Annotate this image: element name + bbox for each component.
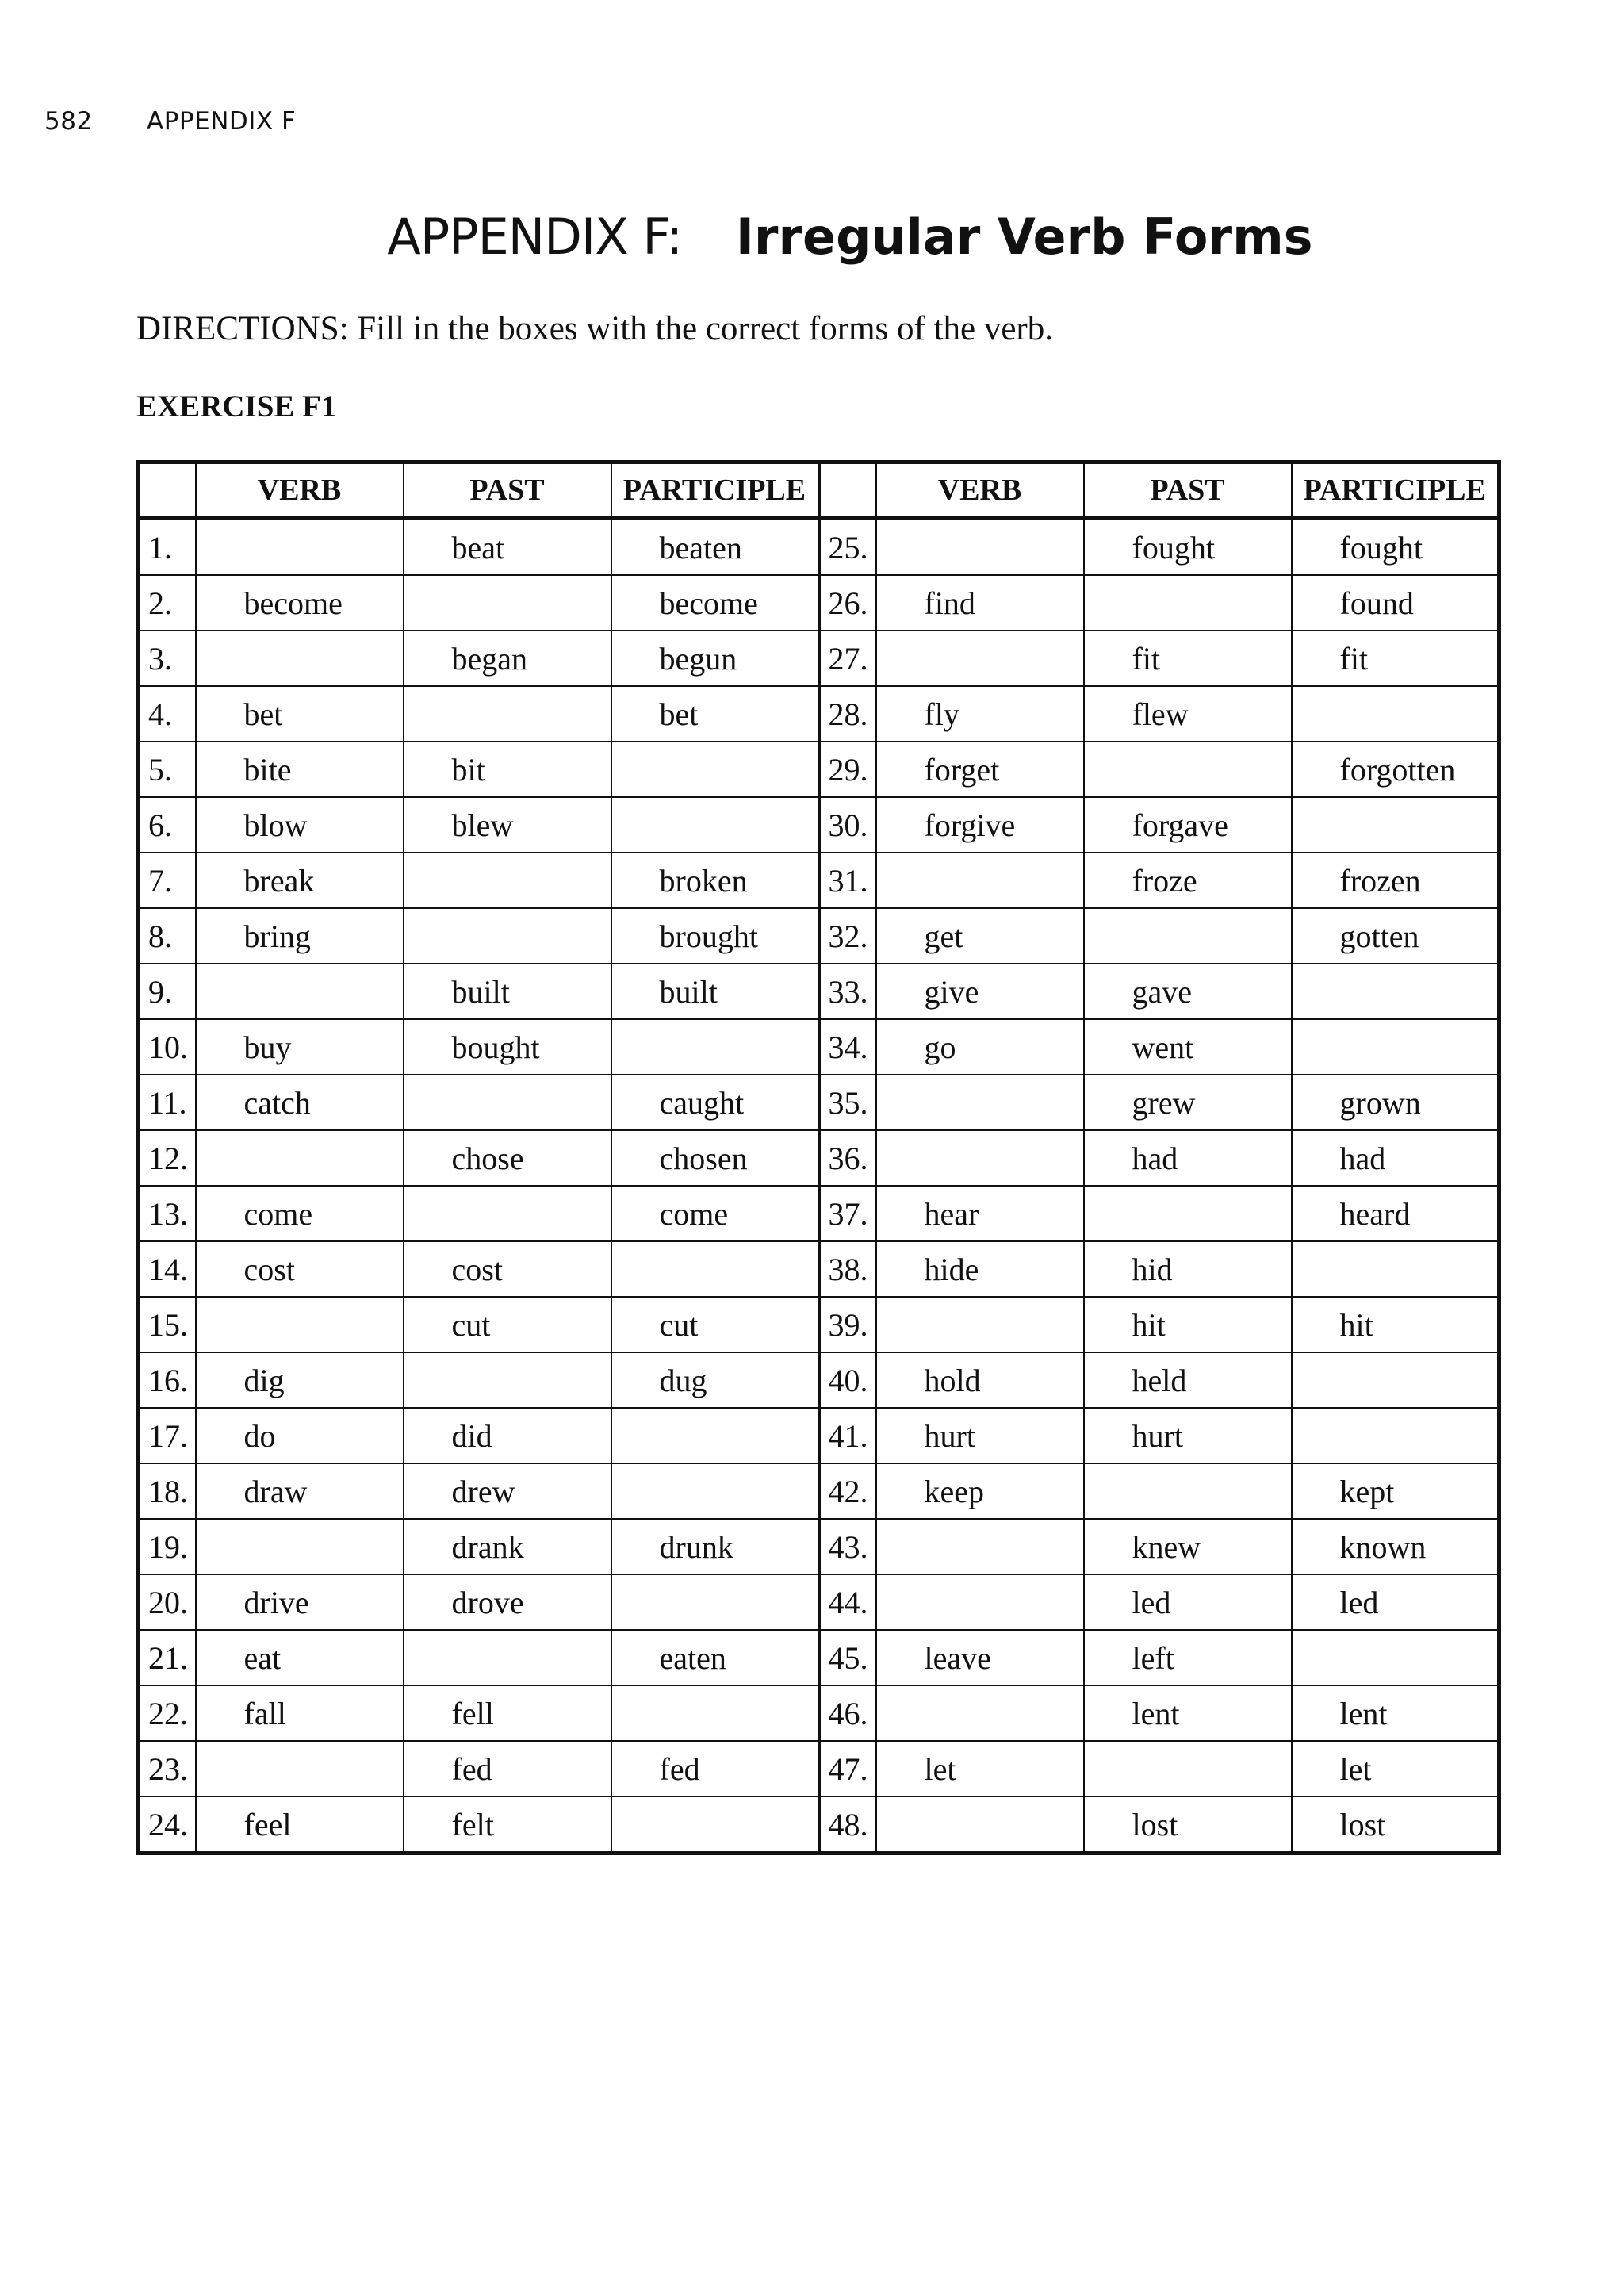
- table-row: [139, 686, 1500, 742]
- verb-cell-right: fly: [876, 686, 1084, 742]
- item-number-left: 7.: [139, 853, 196, 908]
- verb-cell-right: hide: [876, 1241, 1084, 1297]
- participle-cell-right: led: [1292, 1574, 1500, 1630]
- participle-cell-left: come: [611, 1186, 819, 1241]
- participle-cell-left[interactable]: [611, 1408, 819, 1463]
- verb-cell-right[interactable]: [876, 519, 1084, 576]
- item-number-right: 40.: [819, 1352, 876, 1408]
- participle-cell-left: fed: [611, 1741, 819, 1796]
- item-number-right: 27.: [819, 631, 876, 686]
- verb-cell-left: bite: [196, 742, 404, 797]
- verb-cell-left[interactable]: [196, 631, 404, 686]
- past-cell-left[interactable]: [404, 686, 611, 742]
- item-number-left: 6.: [139, 797, 196, 853]
- participle-cell-left: caught: [611, 1075, 819, 1130]
- item-number-right: 25.: [819, 519, 876, 576]
- verb-cell-left[interactable]: [196, 1741, 404, 1796]
- verb-cell-right: find: [876, 575, 1084, 631]
- item-number-right: 26.: [819, 575, 876, 631]
- table-row: [139, 797, 1500, 853]
- past-cell-left: drove: [404, 1574, 611, 1630]
- past-cell-right: grew: [1084, 1075, 1292, 1130]
- past-cell-left[interactable]: [404, 1186, 611, 1241]
- participle-cell-left: built: [611, 964, 819, 1019]
- header-verb-right: VERB: [876, 462, 1084, 519]
- verb-cell-right: give: [876, 964, 1084, 1019]
- participle-cell-right: forgotten: [1292, 742, 1500, 797]
- participle-cell-left: beaten: [611, 519, 819, 576]
- past-cell-left: cost: [404, 1241, 611, 1297]
- title-main: Irregular Verb Forms: [735, 208, 1313, 266]
- past-cell-left: drank: [404, 1519, 611, 1574]
- past-cell-right: lost: [1084, 1796, 1292, 1854]
- verb-cell-left: dig: [196, 1352, 404, 1408]
- participle-cell-right[interactable]: [1292, 1352, 1500, 1408]
- item-number-right: 39.: [819, 1297, 876, 1352]
- verb-cell-left: cost: [196, 1241, 404, 1297]
- directions-text: DIRECTIONS: Fill in the boxes with the correct forms of the verb.: [136, 310, 1054, 347]
- past-cell-left: began: [404, 631, 611, 686]
- verb-cell-right[interactable]: [876, 1130, 1084, 1186]
- table-row: [139, 1075, 1500, 1130]
- item-number-right: 28.: [819, 686, 876, 742]
- past-cell-left: cut: [404, 1297, 611, 1352]
- item-number-left: 3.: [139, 631, 196, 686]
- participle-cell-left[interactable]: [611, 1796, 819, 1854]
- past-cell-left[interactable]: [404, 1075, 611, 1130]
- verb-cell-right[interactable]: [876, 1075, 1084, 1130]
- past-cell-right: hid: [1084, 1241, 1292, 1297]
- header-number-right: [819, 462, 876, 519]
- table-row: [139, 575, 1500, 631]
- page-title: [0, 208, 1624, 266]
- item-number-left: 17.: [139, 1408, 196, 1463]
- past-cell-right[interactable]: [1084, 1186, 1292, 1241]
- participle-cell-left: broken: [611, 853, 819, 908]
- past-cell-right: fit: [1084, 631, 1292, 686]
- verb-cell-right: forget: [876, 742, 1084, 797]
- item-number-left: 9.: [139, 964, 196, 1019]
- table-row: [139, 1630, 1500, 1685]
- verb-cell-left: bet: [196, 686, 404, 742]
- verb-cell-left: break: [196, 853, 404, 908]
- table-row: [139, 1019, 1500, 1075]
- item-number-left: 1.: [139, 519, 196, 576]
- item-number-right: 45.: [819, 1630, 876, 1685]
- participle-cell-left[interactable]: [611, 1241, 819, 1297]
- table-row: [139, 908, 1500, 964]
- table-row: [139, 1574, 1500, 1630]
- verb-cell-right[interactable]: [876, 631, 1084, 686]
- table-header-row: [139, 462, 1500, 519]
- table-row: [139, 631, 1500, 686]
- item-number-left: 18.: [139, 1463, 196, 1519]
- verb-cell-right: keep: [876, 1463, 1084, 1519]
- verb-cell-left[interactable]: [196, 964, 404, 1019]
- item-number-left: 10.: [139, 1019, 196, 1075]
- participle-cell-right[interactable]: [1292, 797, 1500, 853]
- page-number: 582: [44, 107, 93, 136]
- item-number-left: 14.: [139, 1241, 196, 1297]
- past-cell-right: hit: [1084, 1297, 1292, 1352]
- header-verb-left: VERB: [196, 462, 404, 519]
- past-cell-right[interactable]: [1084, 1741, 1292, 1796]
- past-cell-left: built: [404, 964, 611, 1019]
- participle-cell-right: had: [1292, 1130, 1500, 1186]
- item-number-right: 33.: [819, 964, 876, 1019]
- participle-cell-right: frozen: [1292, 853, 1500, 908]
- past-cell-left: fell: [404, 1685, 611, 1741]
- verb-cell-right[interactable]: [876, 1685, 1084, 1741]
- verb-cell-left[interactable]: [196, 1297, 404, 1352]
- past-cell-right: held: [1084, 1352, 1292, 1408]
- verb-cell-left: buy: [196, 1019, 404, 1075]
- item-number-right: 46.: [819, 1685, 876, 1741]
- past-cell-left: felt: [404, 1796, 611, 1854]
- participle-cell-right: heard: [1292, 1186, 1500, 1241]
- verb-cell-left: come: [196, 1186, 404, 1241]
- participle-cell-left: cut: [611, 1297, 819, 1352]
- header-past-left: PAST: [404, 462, 611, 519]
- participle-cell-left: become: [611, 575, 819, 631]
- verb-cell-left: eat: [196, 1630, 404, 1685]
- running-head-section: APPENDIX F: [147, 107, 297, 136]
- participle-cell-right: known: [1292, 1519, 1500, 1574]
- header-participle-left: PARTICIPLE: [611, 462, 819, 519]
- item-number-left: 12.: [139, 1130, 196, 1186]
- verb-cell-right: hurt: [876, 1408, 1084, 1463]
- verb-cell-right: leave: [876, 1630, 1084, 1685]
- past-cell-right: lent: [1084, 1685, 1292, 1741]
- item-number-left: 5.: [139, 742, 196, 797]
- table-row: [139, 1352, 1500, 1408]
- participle-cell-right: let: [1292, 1741, 1500, 1796]
- exercise-label: EXERCISE F1: [136, 389, 337, 424]
- verb-cell-left: blow: [196, 797, 404, 853]
- participle-cell-left: chosen: [611, 1130, 819, 1186]
- item-number-right: 38.: [819, 1241, 876, 1297]
- verb-cell-left[interactable]: [196, 1130, 404, 1186]
- item-number-left: 15.: [139, 1297, 196, 1352]
- item-number-left: 2.: [139, 575, 196, 631]
- participle-cell-right[interactable]: [1292, 1408, 1500, 1463]
- participle-cell-left: drunk: [611, 1519, 819, 1574]
- item-number-right: 43.: [819, 1519, 876, 1574]
- verb-cell-left: become: [196, 575, 404, 631]
- table-row: [139, 1685, 1500, 1741]
- verb-cell-left: bring: [196, 908, 404, 964]
- participle-cell-right[interactable]: [1292, 964, 1500, 1019]
- table-row: [139, 1186, 1500, 1241]
- table-row: [139, 1796, 1500, 1854]
- past-cell-left[interactable]: [404, 1630, 611, 1685]
- table-row: [139, 853, 1500, 908]
- past-cell-right[interactable]: [1084, 1463, 1292, 1519]
- past-cell-right: had: [1084, 1130, 1292, 1186]
- header-past-right: PAST: [1084, 462, 1292, 519]
- verb-cell-left[interactable]: [196, 1519, 404, 1574]
- participle-cell-right[interactable]: [1292, 686, 1500, 742]
- participle-cell-right[interactable]: [1292, 1630, 1500, 1685]
- table-row: [139, 1519, 1500, 1574]
- title-prefix: APPENDIX F:: [387, 208, 683, 266]
- verb-cell-left: fall: [196, 1685, 404, 1741]
- verb-cell-left[interactable]: [196, 519, 404, 576]
- verb-cell-right[interactable]: [876, 1574, 1084, 1630]
- past-cell-left[interactable]: [404, 575, 611, 631]
- header-participle-right: PARTICIPLE: [1292, 462, 1500, 519]
- participle-cell-right[interactable]: [1292, 1241, 1500, 1297]
- participle-cell-left[interactable]: [611, 1019, 819, 1075]
- participle-cell-right: grown: [1292, 1075, 1500, 1130]
- item-number-right: 41.: [819, 1408, 876, 1463]
- item-number-left: 23.: [139, 1741, 196, 1796]
- table-row: [139, 1408, 1500, 1463]
- past-cell-right: froze: [1084, 853, 1292, 908]
- verb-cell-right[interactable]: [876, 853, 1084, 908]
- participle-cell-left[interactable]: [611, 1574, 819, 1630]
- past-cell-right: went: [1084, 1019, 1292, 1075]
- item-number-right: 30.: [819, 797, 876, 853]
- verb-table: [136, 460, 1501, 1855]
- past-cell-right: left: [1084, 1630, 1292, 1685]
- past-cell-left: chose: [404, 1130, 611, 1186]
- item-number-right: 44.: [819, 1574, 876, 1630]
- participle-cell-right: kept: [1292, 1463, 1500, 1519]
- participle-cell-left[interactable]: [611, 797, 819, 853]
- item-number-right: 35.: [819, 1075, 876, 1130]
- participle-cell-left: bet: [611, 686, 819, 742]
- item-number-right: 36.: [819, 1130, 876, 1186]
- table-row: [139, 964, 1500, 1019]
- item-number-left: 4.: [139, 686, 196, 742]
- item-number-right: 42.: [819, 1463, 876, 1519]
- table-row: [139, 519, 1500, 576]
- verb-cell-left: draw: [196, 1463, 404, 1519]
- verb-cell-left: feel: [196, 1796, 404, 1854]
- participle-cell-right: lent: [1292, 1685, 1500, 1741]
- participle-cell-right: fit: [1292, 631, 1500, 686]
- participle-cell-left[interactable]: [611, 1463, 819, 1519]
- item-number-left: 16.: [139, 1352, 196, 1408]
- item-number-left: 24.: [139, 1796, 196, 1854]
- item-number-right: 48.: [819, 1796, 876, 1854]
- participle-cell-left[interactable]: [611, 742, 819, 797]
- past-cell-right[interactable]: [1084, 575, 1292, 631]
- table-row: [139, 1463, 1500, 1519]
- past-cell-left[interactable]: [404, 853, 611, 908]
- participle-cell-left[interactable]: [611, 1685, 819, 1741]
- participle-cell-left: eaten: [611, 1630, 819, 1685]
- participle-cell-right: hit: [1292, 1297, 1500, 1352]
- verb-cell-right[interactable]: [876, 1519, 1084, 1574]
- past-cell-left: drew: [404, 1463, 611, 1519]
- past-cell-left: fed: [404, 1741, 611, 1796]
- item-number-left: 20.: [139, 1574, 196, 1630]
- verb-cell-right: go: [876, 1019, 1084, 1075]
- item-number-right: 31.: [819, 853, 876, 908]
- table-row: [139, 1741, 1500, 1796]
- verb-cell-left: drive: [196, 1574, 404, 1630]
- past-cell-left[interactable]: [404, 908, 611, 964]
- participle-cell-right[interactable]: [1292, 1019, 1500, 1075]
- participle-cell-right: fought: [1292, 519, 1500, 576]
- running-head: [44, 107, 296, 136]
- item-number-right: 47.: [819, 1741, 876, 1796]
- past-cell-right: flew: [1084, 686, 1292, 742]
- item-number-left: 13.: [139, 1186, 196, 1241]
- verb-cell-right: hear: [876, 1186, 1084, 1241]
- past-cell-right: gave: [1084, 964, 1292, 1019]
- item-number-right: 29.: [819, 742, 876, 797]
- verb-cell-right: hold: [876, 1352, 1084, 1408]
- past-cell-right: forgave: [1084, 797, 1292, 853]
- past-cell-left: did: [404, 1408, 611, 1463]
- item-number-right: 37.: [819, 1186, 876, 1241]
- past-cell-left[interactable]: [404, 1352, 611, 1408]
- item-number-right: 34.: [819, 1019, 876, 1075]
- past-cell-right[interactable]: [1084, 742, 1292, 797]
- item-number-left: 21.: [139, 1630, 196, 1685]
- item-number-left: 22.: [139, 1685, 196, 1741]
- past-cell-right: knew: [1084, 1519, 1292, 1574]
- past-cell-left: bought: [404, 1019, 611, 1075]
- past-cell-right[interactable]: [1084, 908, 1292, 964]
- table-row: [139, 742, 1500, 797]
- participle-cell-right: lost: [1292, 1796, 1500, 1854]
- verb-cell-right: let: [876, 1741, 1084, 1796]
- header-number-left: [139, 462, 196, 519]
- past-cell-right: led: [1084, 1574, 1292, 1630]
- participle-cell-right: found: [1292, 575, 1500, 631]
- participle-cell-right: gotten: [1292, 908, 1500, 964]
- item-number-left: 19.: [139, 1519, 196, 1574]
- verb-cell-left: do: [196, 1408, 404, 1463]
- past-cell-left: blew: [404, 797, 611, 853]
- participle-cell-left: begun: [611, 631, 819, 686]
- item-number-left: 11.: [139, 1075, 196, 1130]
- participle-cell-left: dug: [611, 1352, 819, 1408]
- verb-cell-right[interactable]: [876, 1796, 1084, 1854]
- past-cell-right: fought: [1084, 519, 1292, 576]
- participle-cell-left: brought: [611, 908, 819, 964]
- table-row: [139, 1241, 1500, 1297]
- past-cell-left: beat: [404, 519, 611, 576]
- verb-cell-right[interactable]: [876, 1297, 1084, 1352]
- verb-cell-right: get: [876, 908, 1084, 964]
- verb-cell-right: forgive: [876, 797, 1084, 853]
- item-number-right: 32.: [819, 908, 876, 964]
- table-row: [139, 1297, 1500, 1352]
- table-row: [139, 1130, 1500, 1186]
- past-cell-left: bit: [404, 742, 611, 797]
- past-cell-right: hurt: [1084, 1408, 1292, 1463]
- item-number-left: 8.: [139, 908, 196, 964]
- verb-cell-left: catch: [196, 1075, 404, 1130]
